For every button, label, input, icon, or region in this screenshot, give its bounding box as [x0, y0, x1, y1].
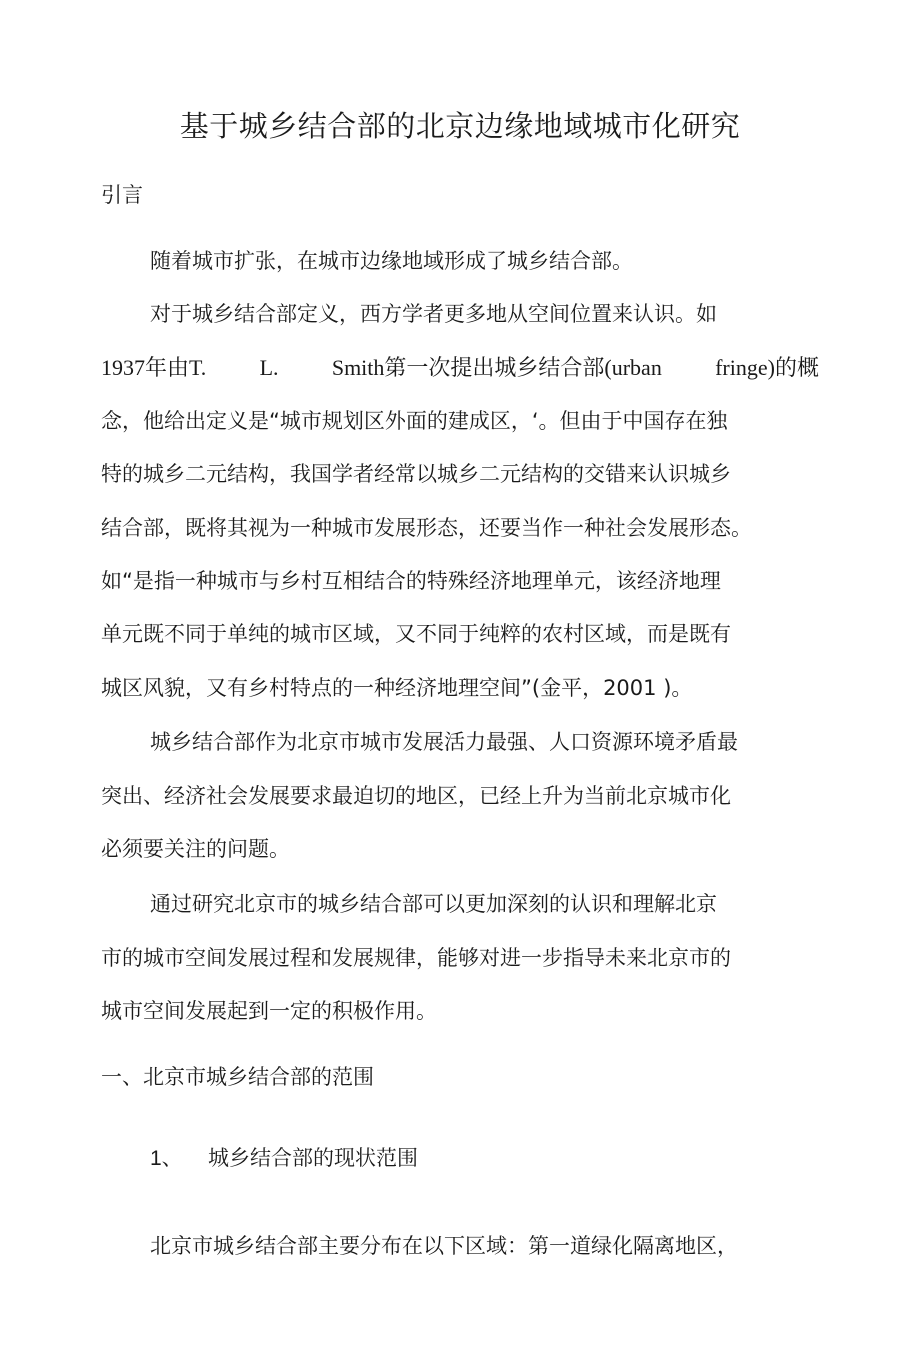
paragraph-2-line-7: 单元既不同于单纯的城市区域，又不同于纯粹的农村区域，而是既有: [101, 622, 731, 646]
paragraph-2-line-4: 特的城乡二元结构，我国学者经常以城乡二元结构的交错来认识城乡: [101, 462, 731, 486]
paragraph-3-line-2: 突出、经济社会发展要求最迫切的地区，已经上升为当前北京城市化: [101, 784, 731, 808]
paragraph-2-line-2: [101, 353, 819, 383]
intro-heading: 引言: [101, 183, 143, 207]
paragraph-2-line-6: 如“是指一种城市与乡村互相结合的特殊经济地理单元，该经济地理: [101, 569, 721, 593]
document-title: 基于城乡结合部的北京边缘地域城市化研究: [179, 109, 741, 143]
subsection-title: 城乡结合部的现状范围: [208, 1146, 418, 1170]
paragraph-5-line-1: 北京市城乡结合部主要分布在以下区域：第一道绿化隔离地区，: [150, 1234, 738, 1258]
text-segment: 1937年由T.: [101, 355, 207, 380]
paragraph-4-line-1: 通过研究北京市的城乡结合部可以更加深刻的认识和理解北京: [150, 892, 717, 916]
text-segment: Smith第一次提出城乡结合部(urban: [331, 355, 662, 380]
paragraph-4-line-2: 市的城市空间发展过程和发展规律，能够对进一步指导未来北京市的: [101, 946, 731, 970]
paragraph-2-line-1: 对于城乡结合部定义，西方学者更多地从空间位置来认识。如: [150, 302, 717, 326]
paragraph-2-line-5: 结合部，既将其视为一种城市发展形态，还要当作一种社会发展形态。: [101, 516, 752, 540]
paragraph-3-line-3: 必须要关注的问题。: [101, 837, 290, 861]
paragraph-2-line-8: 城区风貌，又有乡村特点的一种经济地理空间”(金平，2001 )。: [101, 676, 693, 700]
paragraph-4-line-3: 城市空间发展起到一定的积极作用。: [101, 999, 437, 1023]
subsection-heading-1: [150, 1143, 418, 1174]
paragraph-2-line-3: 念，他给出定义是“城市规划区外面的建成区，‘。但由于中国存在独: [101, 409, 728, 433]
paragraph-3-line-1: 城乡结合部作为北京市城市发展活力最强、人口资源环境矛盾最: [150, 730, 738, 754]
text-segment: fringe)的概: [715, 355, 819, 380]
text-segment: L.: [259, 355, 279, 380]
section-heading-1: 一、北京市城乡结合部的范围: [101, 1065, 374, 1089]
subsection-number: 1、: [150, 1147, 183, 1170]
paragraph-1: 随着城市扩张，在城市边缘地域形成了城乡结合部。: [150, 249, 633, 273]
